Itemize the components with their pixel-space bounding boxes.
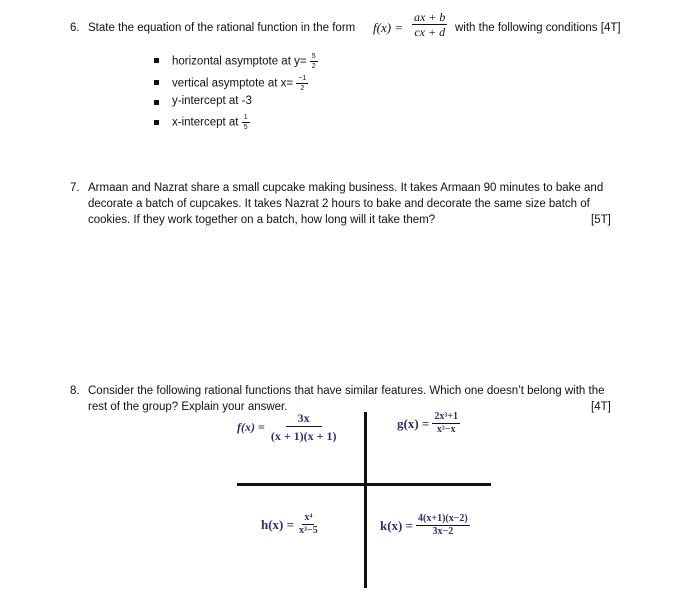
h-denominator: x³−5 [299, 525, 318, 536]
condition-4-frac-den: 5 [243, 124, 248, 131]
condition-2 [172, 75, 308, 92]
q6-denominator: cx + d [414, 25, 446, 39]
condition-3: y-intercept at -3 [172, 95, 252, 107]
q7-number: 7. [70, 182, 80, 194]
condition-1-frac-den: 2 [311, 63, 316, 70]
f-denominator: (x + 1)(x + 1) [270, 429, 337, 443]
condition-1-frac-num: 5 [311, 53, 316, 60]
condition-2-frac-den: 2 [300, 85, 305, 92]
k-numerator: 4(x+1)(x−2) [418, 513, 468, 524]
k-fraction [416, 514, 470, 537]
q6-formula [412, 11, 447, 38]
condition-1-label: horizontal asymptote at y= [172, 55, 307, 68]
q6-text-before: State the equation of the rational function in the form [88, 22, 356, 34]
bullet-1 [154, 58, 159, 63]
q8-line-1: Consider the following rational functions that have similar features. Which one doesn’t belong with the [88, 385, 605, 397]
f-label: f(x) = [237, 419, 265, 434]
q7-line-2: decorate a batch of cupcakes. It takes Nazrat 2 hours to bake and decorate the same size batch of [88, 198, 590, 210]
h-function [261, 513, 320, 536]
q6-function-label: f(x) = [373, 20, 404, 35]
h-label: h(x) = [261, 516, 295, 532]
condition-4-frac-num: 1 [243, 114, 248, 121]
condition-4 [172, 114, 250, 131]
bullet-4 [154, 120, 159, 125]
q8-number: 8. [70, 385, 80, 397]
q7-marks: [5T] [591, 214, 611, 226]
grid-horizontal-line [237, 483, 491, 486]
condition-4-label: x-intercept at [172, 116, 239, 129]
q6-text-after: with the following conditions [4T] [455, 22, 621, 34]
g-denominator: x²−x [436, 424, 456, 435]
grid-vertical-line [364, 412, 367, 588]
h-fraction [297, 513, 320, 536]
f-fraction [269, 412, 339, 442]
q7-line-1: Armaan and Nazrat share a small cupcake making business. It takes Armaan 90 minutes to bake and [88, 182, 604, 194]
condition-2-fraction [296, 75, 308, 92]
q6-number: 6. [70, 22, 80, 34]
condition-2-frac-num: −1 [298, 75, 307, 82]
condition-1 [172, 53, 318, 70]
g-numerator: 2x³+1 [434, 411, 459, 422]
k-denominator: 3x−2 [432, 526, 454, 537]
k-function [380, 514, 470, 537]
q7-line-3: cookies. If they work together on a batch, how long will it take them? [88, 214, 436, 226]
bullet-2 [154, 80, 159, 85]
q8-line-2: rest of the group? Explain your answer. [88, 401, 288, 413]
bullet-3 [154, 100, 159, 105]
condition-2-label: vertical asymptote at x= [172, 77, 294, 90]
h-numerator: x⁴ [304, 512, 313, 523]
condition-4-fraction [242, 114, 250, 131]
g-function [397, 412, 460, 435]
k-label: k(x) = [380, 517, 414, 533]
q8-marks: [4T] [591, 401, 611, 413]
f-numerator: 3x [286, 412, 322, 427]
g-label: g(x) = [397, 415, 430, 431]
q6-numerator: ax + b [414, 10, 446, 24]
condition-1-fraction [310, 53, 318, 70]
g-fraction [432, 412, 460, 435]
f-function [237, 412, 339, 442]
